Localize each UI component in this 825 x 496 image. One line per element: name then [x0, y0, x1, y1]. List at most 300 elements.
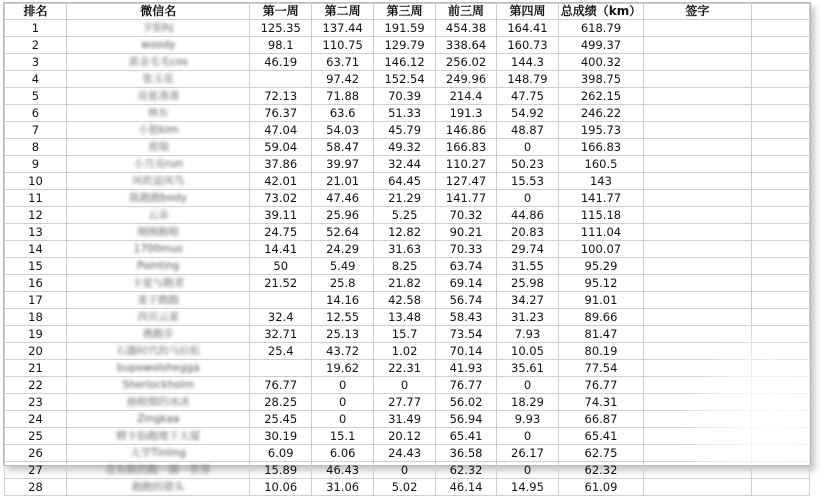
cell-total-km: 195.73 — [558, 122, 644, 139]
table-row — [5, 37, 810, 54]
cell-week4: 164.41 — [497, 20, 558, 37]
cell-week1: 24.75 — [250, 224, 311, 241]
cell-first-three-weeks: 70.14 — [435, 343, 496, 360]
cell-week2: 54.03 — [311, 122, 373, 139]
blurred-name: 刚刚跑啦 — [137, 226, 180, 238]
cell-empty — [751, 428, 809, 445]
cell-week2: 58.47 — [311, 139, 373, 156]
cell-week4: 0 — [497, 428, 558, 445]
cell-signature — [644, 122, 751, 139]
cell-wechat-name — [66, 292, 250, 309]
cell-rank: 2 — [5, 37, 67, 54]
cell-rank: 24 — [5, 411, 67, 428]
cell-week1 — [250, 292, 311, 309]
cell-total-km: 95.12 — [558, 275, 644, 292]
blurred-name: 亮夏凑凑 — [137, 90, 180, 102]
cell-week4: 47.75 — [497, 88, 558, 105]
cell-total-km: 80.19 — [558, 343, 644, 360]
cell-empty — [751, 462, 809, 479]
cell-first-three-weeks: 36.58 — [435, 445, 496, 462]
table-row — [5, 309, 810, 326]
blurred-name: 陈跑跑body — [129, 192, 187, 204]
cell-empty — [751, 377, 809, 394]
table-row — [5, 360, 810, 377]
cell-total-km: 141.77 — [558, 190, 644, 207]
cell-week2: 47.46 — [311, 190, 373, 207]
cell-first-three-weeks: 56.74 — [435, 292, 496, 309]
cell-signature — [644, 105, 751, 122]
cell-first-three-weeks: 454.38 — [435, 20, 496, 37]
cell-wechat-name — [66, 479, 250, 496]
table-row — [5, 479, 810, 496]
cell-signature — [644, 445, 751, 462]
cell-week2: 0 — [311, 377, 373, 394]
cell-week1 — [250, 71, 311, 88]
cell-first-three-weeks: 70.32 — [435, 207, 496, 224]
table-row — [5, 224, 810, 241]
cell-week4: 10.05 — [497, 343, 558, 360]
cell-week4: 15.53 — [497, 173, 558, 190]
cell-week4: 31.55 — [497, 258, 558, 275]
cell-empty — [751, 207, 809, 224]
cell-first-three-weeks: 146.86 — [435, 122, 496, 139]
cell-week1: 32.4 — [250, 309, 311, 326]
cell-rank: 28 — [5, 479, 67, 496]
cell-week3: 42.58 — [374, 292, 435, 309]
cell-week3: 0 — [374, 377, 435, 394]
cell-wechat-name — [66, 343, 250, 360]
table-row — [5, 275, 810, 292]
table-row — [5, 173, 810, 190]
cell-wechat-name — [66, 445, 250, 462]
header-total-km: 总成绩（km） — [558, 4, 644, 20]
cell-first-three-weeks: 56.94 — [435, 411, 496, 428]
cell-wechat-name — [66, 224, 250, 241]
cell-week1: 14.41 — [250, 241, 311, 258]
cell-first-three-weeks: 141.77 — [435, 190, 496, 207]
cell-rank: 9 — [5, 156, 67, 173]
cell-first-three-weeks: 69.14 — [435, 275, 496, 292]
cell-week1: 25.45 — [250, 411, 311, 428]
cell-wechat-name — [66, 105, 250, 122]
blurred-name: 大学Tinling — [130, 447, 187, 459]
cell-week3: 22.31 — [374, 360, 435, 377]
cell-empty — [751, 37, 809, 54]
cell-week4: 34.27 — [497, 292, 558, 309]
cell-empty — [751, 224, 809, 241]
cell-week3: 31.49 — [374, 411, 435, 428]
cell-total-km: 62.32 — [558, 462, 644, 479]
cell-rank: 3 — [5, 54, 67, 71]
cell-week4: 29.74 — [497, 241, 558, 258]
header-week1: 第一周 — [250, 4, 311, 20]
cell-rank: 7 — [5, 122, 67, 139]
cell-empty — [751, 71, 809, 88]
table-row — [5, 394, 810, 411]
cell-first-three-weeks: 73.54 — [435, 326, 496, 343]
table-row — [5, 343, 810, 360]
cell-week1: 37.86 — [250, 156, 311, 173]
table-row — [5, 462, 810, 479]
cell-total-km: 398.75 — [558, 71, 644, 88]
table-row — [5, 326, 810, 343]
cell-wechat-name — [66, 428, 250, 445]
cell-total-km: 400.32 — [558, 54, 644, 71]
cell-empty — [751, 20, 809, 37]
table-row — [5, 88, 810, 105]
cell-signature — [644, 275, 751, 292]
cell-empty — [751, 88, 809, 105]
cell-total-km: 62.75 — [558, 445, 644, 462]
cell-rank: 6 — [5, 105, 67, 122]
blurred-name: 跑跑的猪头 — [131, 481, 185, 493]
cell-signature — [644, 428, 751, 445]
cell-wechat-name — [66, 88, 250, 105]
blurred-name: Sherlockholm — [122, 379, 194, 391]
cell-week4: 48.87 — [497, 122, 558, 139]
cell-total-km: 76.77 — [558, 377, 644, 394]
cell-week4: 0 — [497, 377, 558, 394]
table-row — [5, 156, 810, 173]
cell-week2: 21.01 — [311, 173, 373, 190]
cell-week3: 27.77 — [374, 394, 435, 411]
cell-empty — [751, 445, 809, 462]
table-row — [5, 139, 810, 156]
cell-week1: 59.04 — [250, 139, 311, 156]
cell-rank: 10 — [5, 173, 67, 190]
cell-week2: 12.55 — [311, 309, 373, 326]
cell-week2: 110.75 — [311, 37, 373, 54]
cell-first-three-weeks: 62.32 — [435, 462, 496, 479]
blurred-name: Pointing — [137, 260, 180, 272]
table-row — [5, 207, 810, 224]
cell-wechat-name — [66, 411, 250, 428]
cell-empty — [751, 394, 809, 411]
cell-week3: 5.02 — [374, 479, 435, 496]
cell-signature — [644, 241, 751, 258]
cell-week1: 76.37 — [250, 105, 311, 122]
header-week2: 第二周 — [311, 4, 373, 20]
cell-week1: 15.89 — [250, 462, 311, 479]
cell-wechat-name — [66, 122, 250, 139]
cell-empty — [751, 343, 809, 360]
cell-week3: 70.39 — [374, 88, 435, 105]
cell-empty — [751, 139, 809, 156]
cell-empty — [751, 173, 809, 190]
cell-week1: 39.11 — [250, 207, 311, 224]
cell-signature — [644, 37, 751, 54]
cell-rank: 18 — [5, 309, 67, 326]
cell-week3: 45.79 — [374, 122, 435, 139]
cell-total-km: 143 — [558, 173, 644, 190]
cell-empty — [751, 105, 809, 122]
cell-wechat-name — [66, 241, 250, 258]
cell-week1: 73.02 — [250, 190, 311, 207]
cell-week4: 160.73 — [497, 37, 558, 54]
cell-first-three-weeks: 90.21 — [435, 224, 496, 241]
header-row — [5, 4, 810, 20]
cell-total-km: 262.15 — [558, 88, 644, 105]
cell-first-three-weeks: 41.93 — [435, 360, 496, 377]
cell-week4: 9.93 — [497, 411, 558, 428]
cell-empty — [751, 190, 809, 207]
blurred-name: 黄金毛毛cos — [128, 56, 189, 68]
cell-week3: 32.44 — [374, 156, 435, 173]
cell-wechat-name — [66, 20, 250, 37]
cell-wechat-name — [66, 207, 250, 224]
cell-wechat-name — [66, 275, 250, 292]
cell-empty — [751, 326, 809, 343]
cell-week1 — [250, 360, 311, 377]
cell-week2: 31.06 — [311, 479, 373, 496]
cell-week2: 0 — [311, 394, 373, 411]
table-row — [5, 54, 810, 71]
cell-empty — [751, 479, 809, 496]
cell-total-km: 65.41 — [558, 428, 644, 445]
cell-first-three-weeks: 214.4 — [435, 88, 496, 105]
cell-week3: 0 — [374, 462, 435, 479]
cell-signature — [644, 207, 751, 224]
cell-week3: 64.45 — [374, 173, 435, 190]
cell-rank: 5 — [5, 88, 67, 105]
table-row — [5, 445, 810, 462]
cell-empty — [751, 411, 809, 428]
cell-total-km: 115.18 — [558, 207, 644, 224]
cell-first-three-weeks: 46.14 — [435, 479, 496, 496]
blurred-name: 1700mus — [133, 243, 183, 255]
cell-week3: 21.29 — [374, 190, 435, 207]
cell-total-km: 74.31 — [558, 394, 644, 411]
cell-rank: 22 — [5, 377, 67, 394]
cell-rank: 12 — [5, 207, 67, 224]
cell-week4: 0 — [497, 139, 558, 156]
cell-rank: 14 — [5, 241, 67, 258]
cell-week3: 5.25 — [374, 207, 435, 224]
cell-week2: 15.1 — [311, 428, 373, 445]
cell-rank: 25 — [5, 428, 67, 445]
cell-week1: 47.04 — [250, 122, 311, 139]
cell-signature — [644, 360, 751, 377]
cell-signature — [644, 54, 751, 71]
cell-week4: 35.61 — [497, 360, 558, 377]
cell-week1: 6.09 — [250, 445, 311, 462]
cell-week3: 20.12 — [374, 428, 435, 445]
table-row — [5, 377, 810, 394]
table-row — [5, 122, 810, 139]
blurred-name: 风吹追风鸟 — [131, 175, 185, 187]
cell-week1: 125.35 — [250, 20, 311, 37]
cell-total-km: 100.07 — [558, 241, 644, 258]
cell-total-km: 66.87 — [558, 411, 644, 428]
cell-week4: 31.23 — [497, 309, 558, 326]
cell-week4: 18.29 — [497, 394, 558, 411]
blurred-name: bupowolshegga — [116, 362, 200, 374]
cell-rank: 4 — [5, 71, 67, 88]
blurred-name: 黄瑞 — [147, 141, 169, 153]
cell-week2: 52.64 — [311, 224, 373, 241]
blurred-name: 夕阳hj — [142, 22, 174, 34]
cell-first-three-weeks: 338.64 — [435, 37, 496, 54]
table-row — [5, 105, 810, 122]
cell-rank: 19 — [5, 326, 67, 343]
cell-total-km: 61.09 — [558, 479, 644, 496]
header-empty — [751, 4, 809, 20]
cell-empty — [751, 258, 809, 275]
header-signature: 签字 — [644, 4, 751, 20]
cell-wechat-name — [66, 173, 250, 190]
cell-signature — [644, 258, 751, 275]
cell-signature — [644, 20, 751, 37]
cell-first-three-weeks: 65.41 — [435, 428, 496, 445]
cell-wechat-name — [66, 258, 250, 275]
cell-rank: 8 — [5, 139, 67, 156]
table-row — [5, 20, 810, 37]
cell-signature — [644, 394, 751, 411]
cell-total-km: 499.37 — [558, 37, 644, 54]
cell-week3: 12.82 — [374, 224, 435, 241]
cell-first-three-weeks: 63.74 — [435, 258, 496, 275]
cell-week2: 19.62 — [311, 360, 373, 377]
cell-week3: 129.79 — [374, 37, 435, 54]
blurred-name: 燕跑步 — [142, 328, 174, 340]
cell-week1: 25.4 — [250, 343, 311, 360]
cell-total-km: 618.79 — [558, 20, 644, 37]
cell-week3: 13.48 — [374, 309, 435, 326]
blurred-name: 麦子跑跑 — [137, 294, 180, 306]
cell-week1: 76.77 — [250, 377, 311, 394]
cell-week4: 26.17 — [497, 445, 558, 462]
cell-week3: 152.54 — [374, 71, 435, 88]
cell-signature — [644, 224, 751, 241]
cell-total-km: 160.5 — [558, 156, 644, 173]
cell-empty — [751, 360, 809, 377]
cell-wechat-name — [66, 190, 250, 207]
cell-wechat-name — [66, 462, 250, 479]
cell-empty — [751, 309, 809, 326]
cell-week2: 14.16 — [311, 292, 373, 309]
cell-empty — [751, 275, 809, 292]
cell-week1: 98.1 — [250, 37, 311, 54]
cell-week2: 63.71 — [311, 54, 373, 71]
cell-rank: 16 — [5, 275, 67, 292]
ranking-table — [4, 3, 810, 496]
blurred-name: 石器时代的马拉松 — [116, 345, 201, 357]
cell-rank: 11 — [5, 190, 67, 207]
cell-signature — [644, 326, 751, 343]
cell-week2: 43.72 — [311, 343, 373, 360]
cell-first-three-weeks: 256.02 — [435, 54, 496, 71]
cell-wechat-name — [66, 326, 250, 343]
cell-week4: 14.95 — [497, 479, 558, 496]
blurred-name: woody — [141, 39, 176, 51]
cell-week3: 1.02 — [374, 343, 435, 360]
cell-rank: 13 — [5, 224, 67, 241]
cell-week2: 39.97 — [311, 156, 373, 173]
blurred-name: 西贝云雀 — [137, 311, 180, 323]
cell-week2: 25.8 — [311, 275, 373, 292]
cell-rank: 17 — [5, 292, 67, 309]
cell-rank: 20 — [5, 343, 67, 360]
cell-wechat-name — [66, 37, 250, 54]
header-week3: 第三周 — [374, 4, 435, 20]
cell-week2: 137.44 — [311, 20, 373, 37]
cell-week2: 6.06 — [311, 445, 373, 462]
cell-week3: 146.12 — [374, 54, 435, 71]
cell-week4: 44.86 — [497, 207, 558, 224]
cell-week3: 24.43 — [374, 445, 435, 462]
cell-first-three-weeks: 76.77 — [435, 377, 496, 394]
cell-wechat-name — [66, 394, 250, 411]
cell-rank: 23 — [5, 394, 67, 411]
cell-signature — [644, 462, 751, 479]
table-row — [5, 71, 810, 88]
cell-week3: 15.7 — [374, 326, 435, 343]
cell-week4: 144.3 — [497, 54, 558, 71]
table-row — [5, 428, 810, 445]
cell-week2: 25.96 — [311, 207, 373, 224]
cell-empty — [751, 122, 809, 139]
cell-week1: 50 — [250, 258, 311, 275]
cell-rank: 27 — [5, 462, 67, 479]
cell-week2: 97.42 — [311, 71, 373, 88]
cell-total-km: 89.66 — [558, 309, 644, 326]
cell-week2: 46.43 — [311, 462, 373, 479]
cell-week4: 148.79 — [497, 71, 558, 88]
table-row — [5, 292, 810, 309]
cell-wechat-name — [66, 360, 250, 377]
blurred-name: 卡夏与跑者 — [131, 277, 185, 289]
cell-week4: 50.23 — [497, 156, 558, 173]
cell-first-three-weeks: 191.3 — [435, 105, 496, 122]
cell-first-three-weeks: 249.96 — [435, 71, 496, 88]
cell-total-km: 246.22 — [558, 105, 644, 122]
cell-rank: 1 — [5, 20, 67, 37]
cell-week3: 31.63 — [374, 241, 435, 258]
cell-wechat-name — [66, 71, 250, 88]
cell-week2: 71.88 — [311, 88, 373, 105]
cell-total-km: 111.04 — [558, 224, 644, 241]
cell-week4: 0 — [497, 190, 558, 207]
cell-week1: 32.71 — [250, 326, 311, 343]
cell-signature — [644, 173, 751, 190]
cell-rank: 15 — [5, 258, 67, 275]
blurred-name: 张玉花 — [142, 73, 174, 85]
blurred-name: 小月亮run — [133, 158, 183, 170]
cell-wechat-name — [66, 377, 250, 394]
blurred-name: Zingkaa — [137, 413, 180, 425]
cell-signature — [644, 139, 751, 156]
cell-wechat-name — [66, 309, 250, 326]
blurred-name: 抽根烟的冰冰 — [126, 396, 190, 408]
table-row — [5, 411, 810, 428]
cell-week1: 42.01 — [250, 173, 311, 190]
cell-signature — [644, 71, 751, 88]
blurred-name: 在有限的跑一圈一世界 — [105, 464, 211, 476]
cell-week1: 72.13 — [250, 88, 311, 105]
cell-empty — [751, 156, 809, 173]
cell-signature — [644, 292, 751, 309]
cell-first-three-weeks: 70.33 — [435, 241, 496, 258]
cell-week4: 7.93 — [497, 326, 558, 343]
cell-total-km: 166.83 — [558, 139, 644, 156]
cell-empty — [751, 54, 809, 71]
cell-first-three-weeks: 166.83 — [435, 139, 496, 156]
cell-signature — [644, 309, 751, 326]
cell-wechat-name — [66, 156, 250, 173]
cell-total-km: 91.01 — [558, 292, 644, 309]
header-week4: 第四周 — [497, 4, 558, 20]
blurred-name: 林东 — [147, 107, 169, 119]
